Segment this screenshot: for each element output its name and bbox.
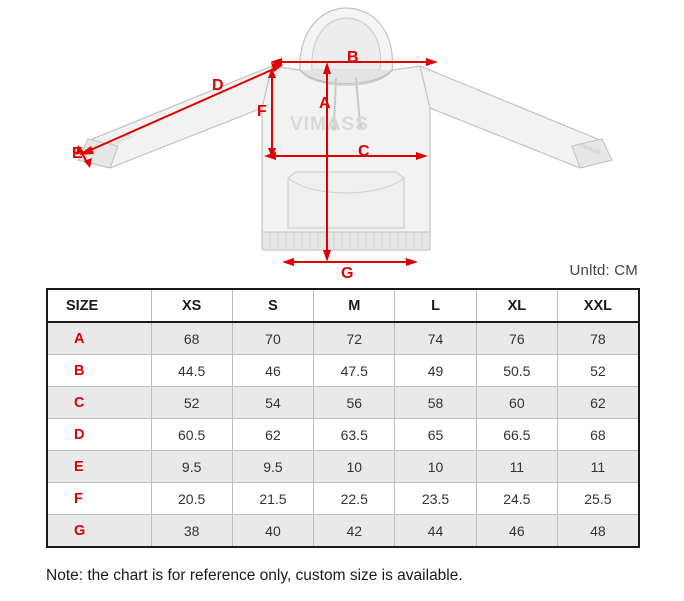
cell-b-xs: 44.5 xyxy=(151,355,232,387)
cell-g-xs: 38 xyxy=(151,515,232,548)
column-header-size: SIZE xyxy=(47,289,151,322)
cell-c-xxl: 62 xyxy=(557,387,638,419)
cell-g-xl: 46 xyxy=(476,515,557,548)
letter-B: B xyxy=(347,49,359,66)
column-header-s: S xyxy=(232,289,313,322)
cell-f-m: 22.5 xyxy=(314,483,395,515)
cell-e-xl: 11 xyxy=(476,451,557,483)
column-header-xs: XS xyxy=(151,289,232,322)
cell-f-xs: 20.5 xyxy=(151,483,232,515)
cell-f-xxl: 25.5 xyxy=(557,483,638,515)
letter-D: D xyxy=(212,77,224,94)
cell-f-xl: 24.5 xyxy=(476,483,557,515)
cell-f-s: 21.5 xyxy=(232,483,313,515)
cell-c-xl: 60 xyxy=(476,387,557,419)
cell-a-s: 70 xyxy=(232,322,313,355)
row-label-g: G xyxy=(47,515,151,548)
table-row xyxy=(47,355,639,387)
cell-a-l: 74 xyxy=(395,322,476,355)
cell-d-m: 63.5 xyxy=(314,419,395,451)
size-chart-table-wrapper xyxy=(46,288,638,548)
cell-b-s: 46 xyxy=(232,355,313,387)
cell-a-xl: 76 xyxy=(476,322,557,355)
column-header-l: L xyxy=(395,289,476,322)
cell-b-xxl: 52 xyxy=(557,355,638,387)
row-label-c: C xyxy=(47,387,151,419)
cell-g-s: 40 xyxy=(232,515,313,548)
row-label-b: B xyxy=(47,355,151,387)
cell-d-xl: 66.5 xyxy=(476,419,557,451)
cell-c-s: 54 xyxy=(232,387,313,419)
row-label-a: A xyxy=(47,322,151,355)
cuff-brand-left: VIMASS xyxy=(110,133,134,148)
cuff-brand-right: VIMASS xyxy=(577,142,601,157)
cell-d-s: 62 xyxy=(232,419,313,451)
cell-b-xl: 50.5 xyxy=(476,355,557,387)
letter-G: G xyxy=(341,265,354,282)
cell-e-m: 10 xyxy=(314,451,395,483)
reference-note: Note: the chart is for reference only, custom size is available. xyxy=(46,567,463,584)
table-header-row xyxy=(47,289,639,322)
cell-g-l: 44 xyxy=(395,515,476,548)
cell-g-xxl: 48 xyxy=(557,515,638,548)
column-header-m: M xyxy=(314,289,395,322)
cell-a-m: 72 xyxy=(314,322,395,355)
letter-F: F xyxy=(257,103,267,120)
cell-f-l: 23.5 xyxy=(395,483,476,515)
cell-e-s: 9.5 xyxy=(232,451,313,483)
cell-a-xxl: 78 xyxy=(557,322,638,355)
cell-c-l: 58 xyxy=(395,387,476,419)
cell-e-xxl: 11 xyxy=(557,451,638,483)
cell-a-xs: 68 xyxy=(151,322,232,355)
row-label-f: F xyxy=(47,483,151,515)
size-chart-table xyxy=(46,288,640,548)
cell-e-xs: 9.5 xyxy=(151,451,232,483)
letter-A: A xyxy=(319,95,331,112)
table-row xyxy=(47,451,639,483)
chest-brand-text: VIMASS xyxy=(290,114,369,135)
table-row xyxy=(47,515,639,548)
column-header-xl: XL xyxy=(476,289,557,322)
letter-C: C xyxy=(358,143,370,160)
column-header-xxl: XXL xyxy=(557,289,638,322)
cell-g-m: 42 xyxy=(314,515,395,548)
unit-label: Unltd: CM xyxy=(569,262,638,279)
cell-d-l: 65 xyxy=(395,419,476,451)
hoodie-illustration xyxy=(78,8,612,250)
cell-b-l: 49 xyxy=(395,355,476,387)
table-row xyxy=(47,322,639,355)
cell-c-xs: 52 xyxy=(151,387,232,419)
row-label-d: D xyxy=(47,419,151,451)
table-row xyxy=(47,387,639,419)
cell-c-m: 56 xyxy=(314,387,395,419)
cell-d-xs: 60.5 xyxy=(151,419,232,451)
cell-d-xxl: 68 xyxy=(557,419,638,451)
cell-e-l: 10 xyxy=(395,451,476,483)
table-row xyxy=(47,419,639,451)
row-label-e: E xyxy=(47,451,151,483)
letter-E: E xyxy=(72,145,83,162)
cell-b-m: 47.5 xyxy=(314,355,395,387)
table-row xyxy=(47,483,639,515)
